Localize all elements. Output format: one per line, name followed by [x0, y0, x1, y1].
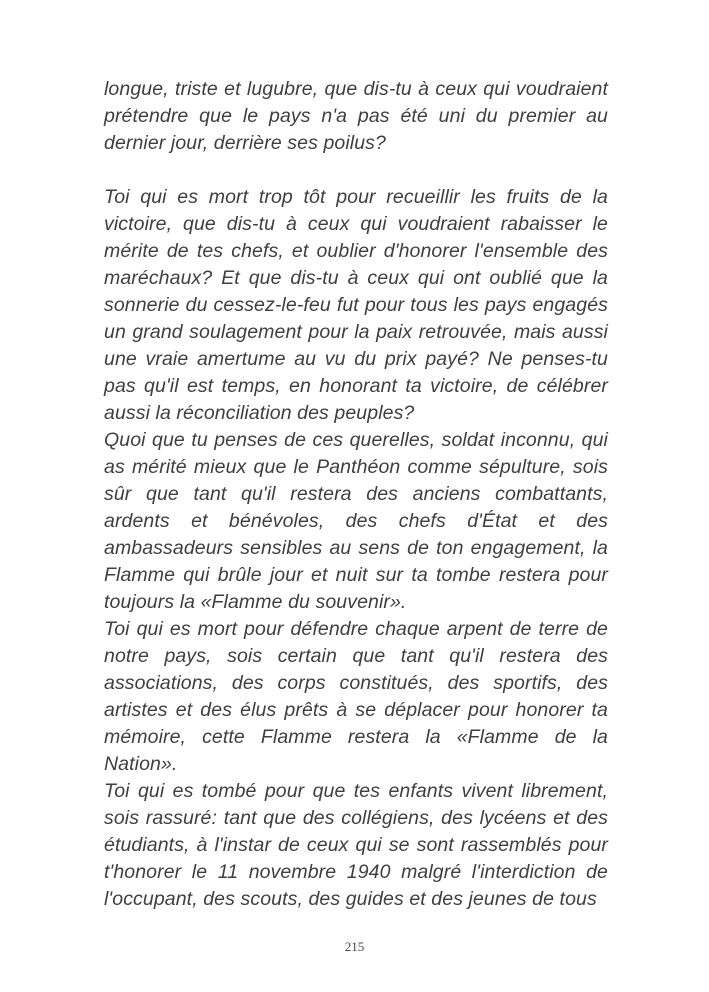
body-text: [104, 76, 608, 913]
page-number: 215: [344, 939, 365, 954]
paragraph: Toi qui es tombé pour que tes enfants vivent librement, sois rassuré: tant que des collégiens, des lycéens et des étudiants, à l'instar de ceux qui se sont rassemblés pour t'honorer le 11 novembre 1940 malgré l'interdiction de l'occupant, des scouts, des guides et des jeunes de tous: [104, 780, 608, 910]
paragraph: Quoi que tu penses de ces querelles, soldat inconnu, qui as mérité mieux que le Panthéon comme sépulture, sois sûr que tant qu'il restera des anciens combattants, ardents et bénévoles, des chefs d'État et des ambassadeurs sensibles au sens de ton engagement, la Flamme qui brûle jour et nuit sur ta tombe restera pour toujours la «Flamme du souvenir».: [104, 429, 608, 613]
paragraph: Toi qui es mort trop tôt pour recueillir les fruits de la victoire, que dis-tu à ceux qui voudraient rabaisser le mérite de tes chefs, et oublier d'honorer l'ensemble des maréchaux? Et que dis-tu à ceux qui ont oublié que la sonnerie du cessez-le-feu fut pour tous les pays engagés un grand soulagement pour la paix retrouvée, mais aussi une vraie amertume au vu du prix payé? Ne penses-tu pas qu'il est temps, en honorant ta victoire, de célébrer aussi la réconciliation des peuples?: [104, 186, 608, 424]
paragraph-continuation: longue, triste et lugubre, que dis-tu à ceux qui voudraient prétendre que le pays n'a pas été uni du premier au dernier jour, derrière ses poilus?: [104, 78, 608, 154]
paragraph: Toi qui es mort pour défendre chaque arpent de terre de notre pays, sois certain que tant qu'il restera des associations, des corps constitués, des sportifs, des artistes et des élus prêts à se déplacer pour honorer ta mémoire, cette Flamme restera la «Flamme de la Nation».: [104, 618, 608, 775]
